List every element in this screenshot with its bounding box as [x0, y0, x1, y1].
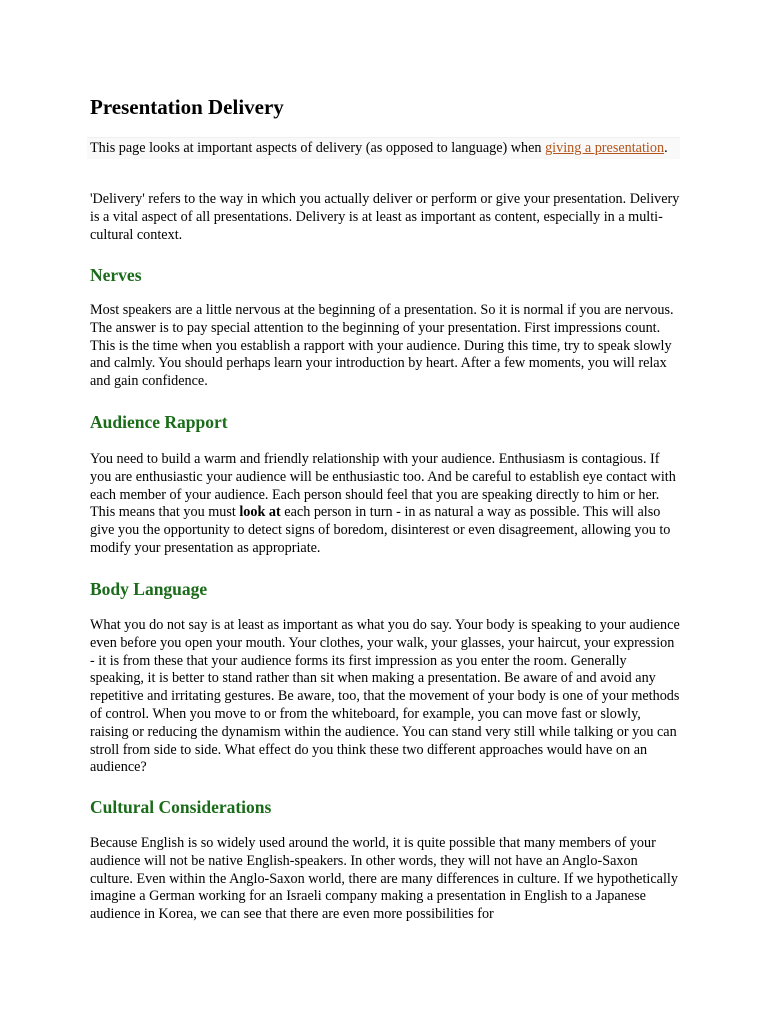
intro-text-end: .: [664, 140, 668, 156]
page-title: Presentation Delivery: [90, 95, 284, 119]
intro-box: [87, 137, 680, 159]
cultural-considerations-heading: Cultural Considerations: [90, 797, 272, 817]
nerves-heading: Nerves: [90, 265, 142, 285]
audience-rapport-text-1: You need to build a warm and friendly relationship with your audience. Enthusiasm is contagious. If you are enthusiastic your audience will be enthusiastic too. And be careful to establish eye contact with each member of your audience. Each person should feel that you are speaking directly to him or her. This means that you must: [90, 451, 676, 521]
nerves-paragraph: Most speakers are a little nervous at the beginning of a presentation. So it is normal if you are nervous. The answer is to pay special attention to the beginning of your presentation. First impressions count. This is the time when you establish a rapport with your audience. During this time, try to speak slowly and calmly. You should perhaps learn your introduction by heart. After a few moments, you will relax and gain confidence.: [90, 302, 674, 390]
audience-rapport-text-2: each person in turn - in as natural a way as possible. This will also give you the opportunity to detect signs of boredom, disinterest or even disagreement, allowing you to modify your presentation as appropriate.: [90, 504, 671, 556]
cultural-considerations-paragraph: Because English is so widely used around the world, it is quite possible that many members of your audience will not be native English-speakers. In other words, they will not have an Anglo-Saxon culture. Even within the Anglo-Saxon world, there are many differences in culture. If we hypothetically imagine a German working for an Israeli company making a presentation in English to a Japanese audience in Korea, we can see that there are even more possibilities for: [90, 835, 678, 923]
delivery-paragraph: 'Delivery' refers to the way in which you actually deliver or perform or give your presentation. Delivery is a vital aspect of all presentations. Delivery is at least as important as content, especially in a multi-cultural context.: [90, 191, 680, 243]
look-at-emphasis: look at: [239, 504, 281, 521]
giving-a-presentation-link[interactable]: giving a presentation: [545, 140, 665, 156]
body-language-paragraph: What you do not say is at least as important as what you do say. Your body is speaking to your audience even before you open your mouth. Your clothes, your walk, your glasses, your haircut, your expression - it is from these that your audience forms its first impression as you enter the room. Generally speaking, it is better to stand rather than sit when making a presentation. Be aware of and avoid any repetitive and irritating gestures. Be aware, too, that the movement of your body is one of your methods of control. When you move to or from the whiteboard, for example, you can move fast or slowly, raising or reducing the dynamism within the audience. You can stand very still while talking or you can stroll from side to side. What effect do you think these two different approaches would have on an audience?: [90, 617, 680, 776]
body-language-heading: Body Language: [90, 579, 208, 599]
audience-rapport-heading: Audience Rapport: [90, 412, 228, 432]
intro-text: This page looks at important aspects of delivery (as opposed to language) when: [90, 140, 546, 156]
audience-rapport-paragraph: [90, 451, 680, 558]
